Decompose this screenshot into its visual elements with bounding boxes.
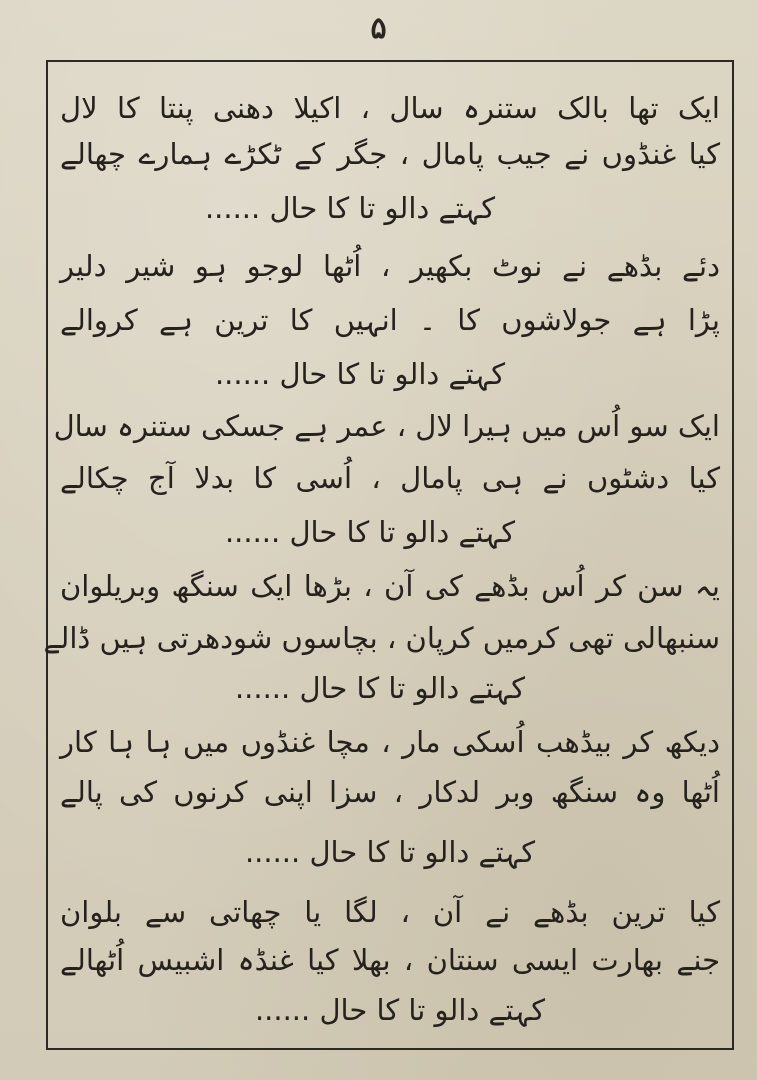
poem-refrain: کہتے دالو تا کا حال ...... <box>224 515 516 549</box>
poem-refrain: کہتے دالو تا کا حال ...... <box>214 357 506 391</box>
poem-line: سنبھالی تھی کرمیں کرپان ، بچاسوں شودھرتی ہیں ڈالے <box>43 621 720 655</box>
poem-line: اُٹھا وہ سنگھ وبر لدکار ، سزا اپنی کرنوں کی پالے <box>60 775 720 809</box>
poem-line: یہ سن کر اُس بڈھے کی آن ، بڑھا ایک سنگھ وبریلوان <box>60 569 720 603</box>
poem-refrain: کہتے دالو تا کا حال ...... <box>254 993 546 1027</box>
page-number: ۵ <box>370 11 387 46</box>
poem-line: دیکھ کر بیڈھب اُسکی مار ، مچا غنڈوں میں ہا ہا کار <box>60 725 720 759</box>
poem-line: کیا ترین بڈھے نے آن ، لگا یا چھاتی سے بلوان <box>60 895 720 929</box>
poem-line: ایک تھا بالک ستنرہ سال ، اکیلا دھنی پنتا کا لال <box>60 91 720 125</box>
poem-line: پڑا ہے جولاشوں کا ۔ انہیں کا ترین ہے کروالے <box>60 303 720 337</box>
poem-line: ایک سو اُس میں ہیرا لال ، عمر ہے جسکی ستنرہ سال <box>53 409 720 443</box>
poem-line: دئے بڈھے نے نوٹ بکھیر ، اُٹھا لوجو ہو شیر دلیر <box>60 249 720 283</box>
poem-line: کیا دشٹوں نے ہی پامال ، اُسی کا بدلا آج چکالے <box>60 461 720 495</box>
poem-body <box>43 86 720 1036</box>
poem-refrain: کہتے دالو تا کا حال ...... <box>244 835 536 869</box>
poem-refrain: کہتے دالو تا کا حال ...... <box>234 671 526 705</box>
poem-line: کیا غنڈوں نے جیب پامال ، جگر کے ٹکڑے ہمارے چھالے <box>60 137 720 171</box>
poem-line: جنے بھارت ایسی سنتان ، بھلا کیا غنڈہ اشبیس اُٹھالے <box>60 943 720 977</box>
poem-refrain: کہتے دالو تا کا حال ...... <box>204 191 496 225</box>
